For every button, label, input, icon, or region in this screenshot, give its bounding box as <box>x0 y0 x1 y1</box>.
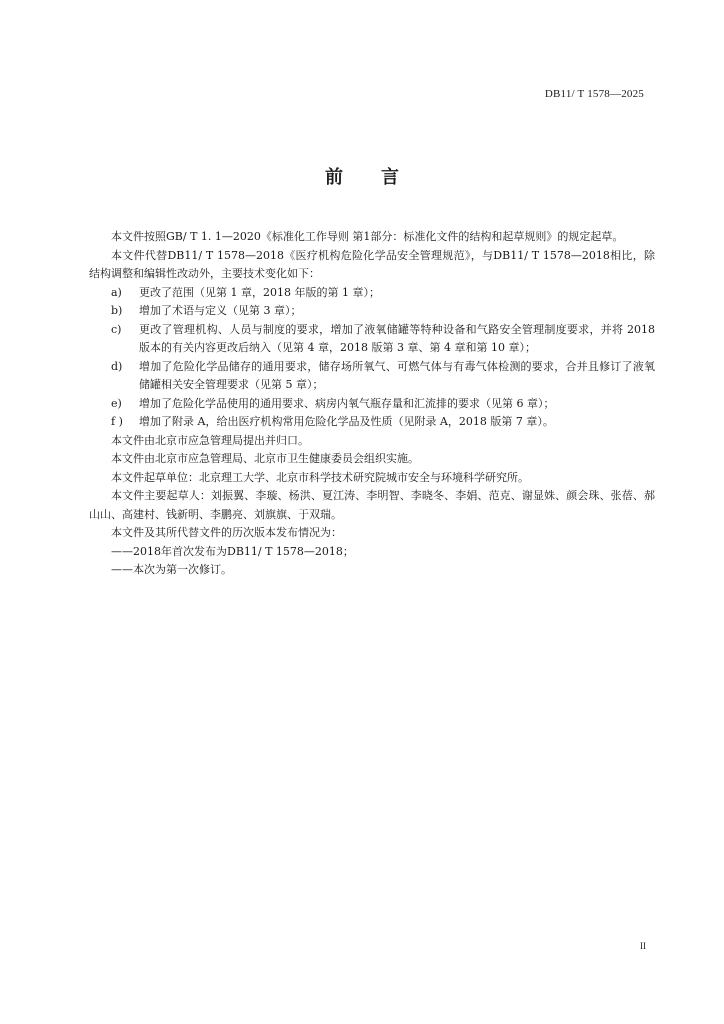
list-item <box>89 413 655 432</box>
changes-list <box>89 284 655 432</box>
drafting-units-statement: 本文件起草单位：北京理工大学、北京市科学技术研究院城市安全与环境科学研究所。 <box>111 470 529 484</box>
list-item-text: 更改了管理机构、人员与制度的要求，增加了液氧储罐等特种设备和气路安全管理制度要求，并将 2018 版本的有关内容更改后纳入（见第 4 章，2018 版第 3 章、第 4 章和第 10 章）； <box>139 322 655 354</box>
organized-by-statement: 本文件由北京市应急管理局、北京市卫生健康委员会组织实施。 <box>111 452 419 465</box>
list-item-mark: d) <box>111 359 123 373</box>
standard-code-header: DB11/ T 1578—2025 <box>544 88 644 100</box>
drafters-statement: 本文件主要起草人：刘振翼、李璇、杨洪、夏江涛、李明智、李晓冬、李娟、范克、谢显姝、颜会珠、张蓓、郝山山、高建村、钱新明、李鹏亮、刘旗旗、于双瑞。 <box>89 489 655 521</box>
history-item: ——本次为第一次修订。 <box>111 563 232 576</box>
list-item-text: 更改了范围（见第 1 章，2018 年版的第 1 章）； <box>139 285 380 299</box>
list-item-mark: e) <box>111 396 122 410</box>
list-item-mark: c) <box>111 322 122 336</box>
list-item-text: 增加了危险化学品储存的通用要求，储存场所氧气、可燃气体与有毒气体检测的要求，合并且修订了液氧储罐相关安全管理要求（见第 5 章）； <box>139 359 655 391</box>
version-history-list <box>89 543 655 580</box>
history-intro: 本文件及其所代替文件的历次版本发布情况为： <box>111 526 342 539</box>
list-item-text: 增加了术语与定义（见第 3 章）； <box>139 304 302 317</box>
page-title: 前言 <box>325 167 437 188</box>
list-item <box>89 395 655 414</box>
list-item-text: 增加了附录 A，给出医疗机构常用危险化学品及性质（见附录 A，2018 版第 7 章）。 <box>139 415 554 428</box>
replacement-paragraph: 本文件代替DB11/ T 1578—2018《医疗机构危险化学品安全管理规范》，与DB11/ T 1578—2018相比，除结构调整和编辑性改动外，主要技术变化如下： <box>89 248 655 280</box>
page-number: II <box>640 941 646 951</box>
list-item-mark: f ) <box>111 415 123 428</box>
list-item <box>89 321 655 358</box>
list-item <box>89 302 655 321</box>
drafting-basis-paragraph: 本文件按照GB/ T 1. 1—2020《标准化工作导则 第1部分：标准化文件的结构和起草规则》的规定起草。 <box>111 230 624 243</box>
list-item <box>89 358 655 395</box>
list-item-mark: b) <box>111 304 123 317</box>
history-item: ——2018年首次发布为DB11/ T 1578—2018； <box>111 544 354 558</box>
list-item-mark: a) <box>111 285 122 299</box>
list-item <box>89 284 655 303</box>
foreword-body <box>89 228 655 580</box>
list-item-text: 增加了危险化学品使用的通用要求、病房内氧气瓶存量和汇流排的要求（见第 6 章）； <box>139 396 555 410</box>
proposed-by-statement: 本文件由北京市应急管理局提出并归口。 <box>111 433 309 447</box>
